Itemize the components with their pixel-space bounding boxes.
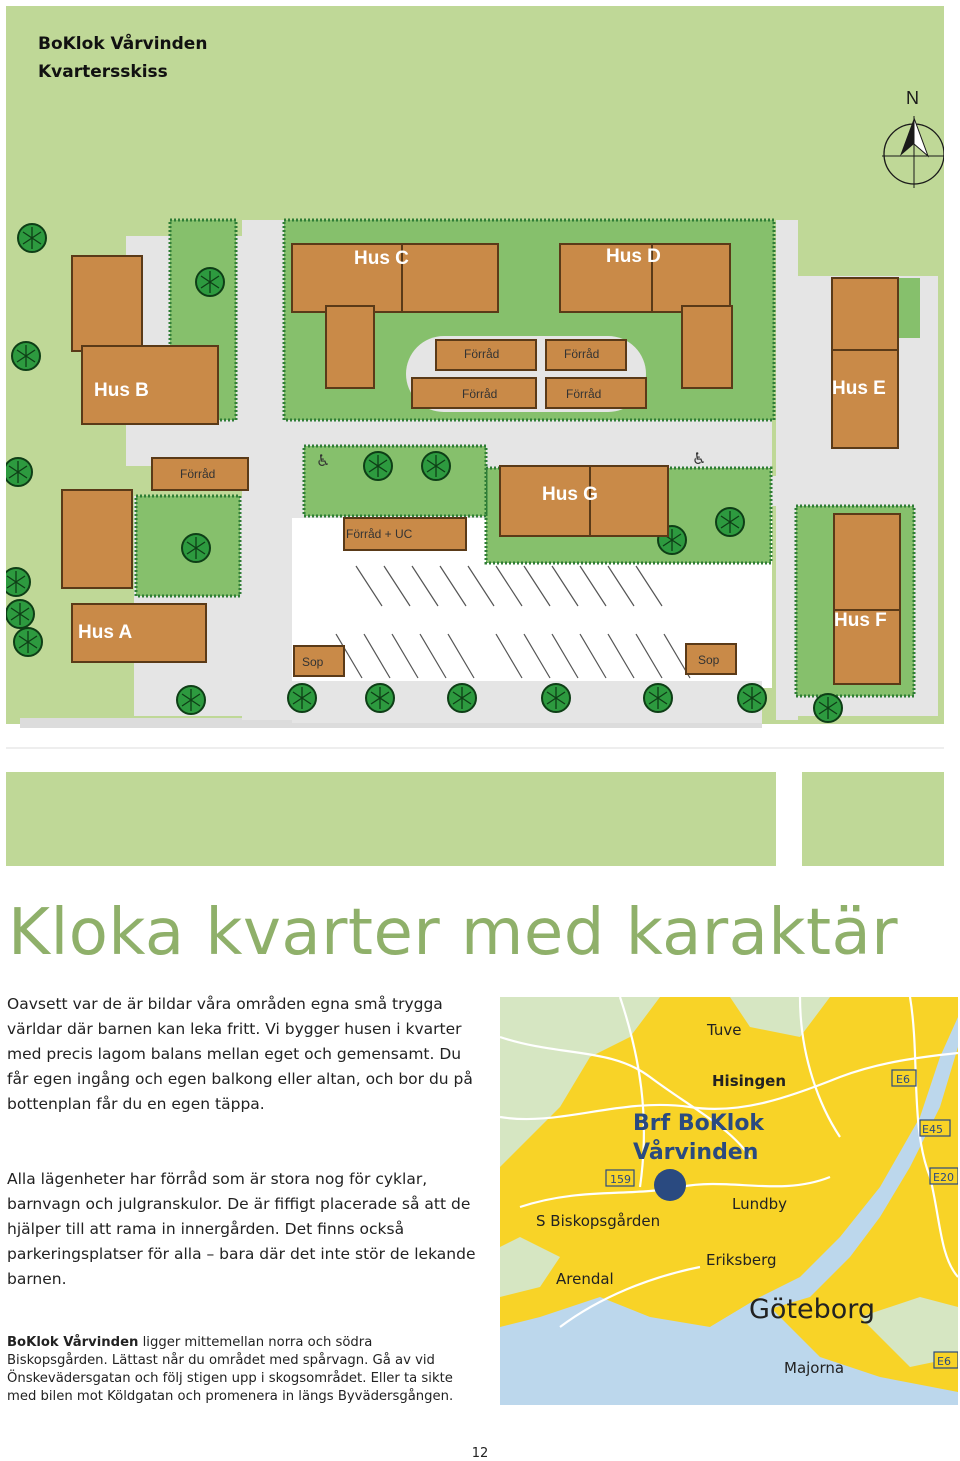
marker-label-line2: Vårvinden [633, 1140, 759, 1165]
body-text: Oavsett var de är bildar våra områden egna små trygga världar där barnen kan leka fritt. Vi bygger husen i kvarter med precis lagom balans mellan eget och gemensamt. Du får egen ingång och egen balkong eller altan, och bor du på bottenplan får du en egen täppa. [7, 995, 473, 1113]
road-e45: E45 [922, 1123, 943, 1136]
place-eriksberg: Eriksberg [706, 1251, 777, 1269]
place-goteborg: Göteborg [749, 1294, 876, 1325]
house-b-label: Hus B [94, 380, 149, 401]
waste-label: Sop [698, 653, 720, 667]
house-d-label: Hus D [606, 246, 661, 267]
body-text: Alla lägenheter har förråd som är stora nog för cyklar, barnvagn och julgranskulor. De är fiffigt placerade så att de hjälper till att rama in innergården. Det finns också parkeringsplatser för alla – bara där det inte stör de lekande barnen. [7, 1170, 476, 1288]
road-e6: E6 [937, 1355, 951, 1368]
house-c-label: Hus C [354, 248, 409, 269]
north-label: N [906, 88, 919, 108]
marker-label-line1: Brf BoKlok [633, 1111, 765, 1136]
caption [7, 1334, 477, 1406]
body-paragraph-1 [7, 992, 477, 1117]
location-map-drawing [500, 997, 958, 1405]
place-majorna: Majorna [784, 1359, 845, 1377]
site-plan-subtitle: Kvartersskiss [38, 62, 168, 82]
caption-bold: BoKlok Vårvinden [7, 1335, 139, 1350]
house-e-label: Hus E [832, 378, 886, 399]
road-e6: E6 [896, 1073, 910, 1086]
location-marker [654, 1169, 686, 1201]
caption-text: ligger mittemellan norra och södra Biskopsgården. Lättast når du området med spårvagn. Gå av vid Önskevädersgatan och följ stigen upp i skogsområdet. Eller ta sikte med bilen mot Köldgatan och promenera in längs Byvädersgången. [7, 1335, 454, 1404]
site-plan-title: BoKlok Vårvinden [38, 34, 208, 54]
road-exit [776, 772, 802, 866]
site-plan-drawing [6, 6, 944, 866]
storage-label: Förråd [564, 347, 600, 361]
storage-label: Förråd [180, 467, 216, 481]
accessible-parking-icon: ♿ [316, 451, 331, 470]
body-paragraph-2 [7, 1167, 477, 1292]
road-159: 159 [610, 1173, 631, 1186]
accessible-parking-icon: ♿ [692, 449, 707, 468]
house-a-label: Hus A [78, 622, 133, 643]
storage-label: Förråd [464, 347, 500, 361]
storage-uc-label: Förråd + UC [346, 527, 413, 541]
page-number: 12 [471, 1446, 489, 1461]
site-plan [6, 6, 944, 866]
place-arendal: Arendal [556, 1270, 614, 1288]
location-map [500, 997, 958, 1405]
place-tuve: Tuve [707, 1021, 742, 1039]
house-f-label: Hus F [834, 610, 887, 631]
storage-label: Förråd [462, 387, 498, 401]
place-lundby: Lundby [732, 1195, 788, 1213]
headline: Kloka kvarter med karaktär [8, 896, 899, 970]
waste-label: Sop [302, 655, 324, 669]
storage-label: Förråd [566, 387, 602, 401]
road-e20: E20 [933, 1171, 954, 1184]
house-g-label: Hus G [542, 484, 598, 505]
place-hisingen: Hisingen [712, 1072, 787, 1090]
place-biskopsgarden: S Biskopsgården [536, 1212, 661, 1230]
